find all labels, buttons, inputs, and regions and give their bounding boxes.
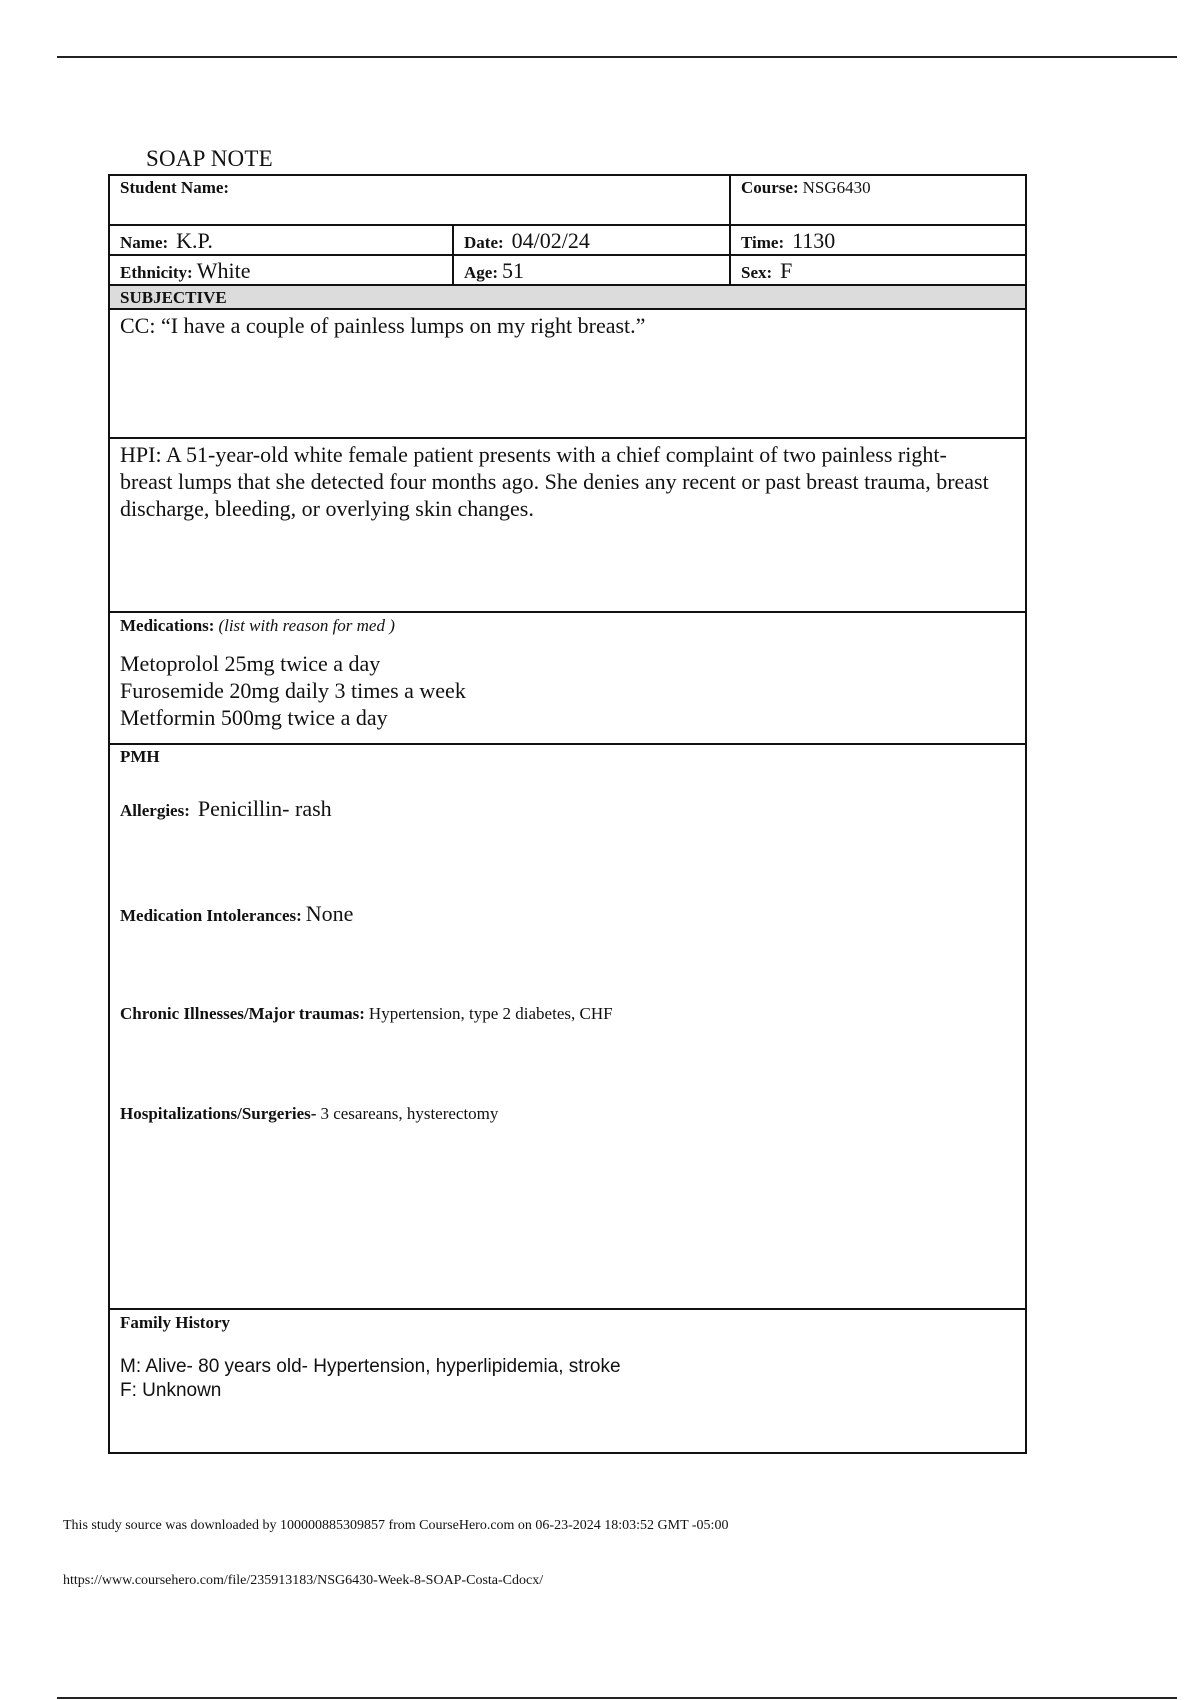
date-label: Date: bbox=[464, 233, 504, 252]
age-label: Age: bbox=[464, 263, 498, 282]
ethnicity-label: Ethnicity: bbox=[120, 263, 193, 282]
intolerances-label: Medication Intolerances: bbox=[120, 906, 302, 925]
family-history-heading: Family History bbox=[120, 1313, 231, 1332]
name-cell bbox=[110, 226, 452, 254]
top-rule bbox=[57, 56, 1177, 58]
age-cell bbox=[452, 256, 729, 284]
family-history-father: F: Unknown bbox=[120, 1380, 222, 1401]
student-name-label: Student Name: bbox=[120, 178, 230, 197]
sex-value: F bbox=[780, 258, 793, 283]
medication-item: Furosemide 20mg daily 3 times a week bbox=[120, 678, 466, 703]
pmh-heading: PMH bbox=[120, 747, 160, 766]
hpi-row bbox=[108, 437, 1027, 611]
time-cell bbox=[729, 226, 1025, 254]
intolerances-line bbox=[120, 901, 353, 927]
medication-item: Metformin 500mg twice a day bbox=[120, 705, 388, 730]
footer-url[interactable]: https://www.coursehero.com/file/235913183/NSG6430-Week-8-SOAP-Costa-Cdocx/ bbox=[63, 1573, 544, 1588]
chronic-value: Hypertension, type 2 diabetes, CHF bbox=[368, 1004, 613, 1023]
age-value: 51 bbox=[501, 258, 524, 283]
hospitalizations-label: Hospitalizations/Surgeries- bbox=[120, 1104, 317, 1123]
cc-row bbox=[108, 308, 1027, 437]
name-row bbox=[108, 224, 1027, 254]
medications-row bbox=[108, 611, 1027, 743]
date-value: 04/02/24 bbox=[511, 228, 590, 253]
sex-label: Sex: bbox=[741, 263, 773, 282]
medication-item: Metoprolol 25mg twice a day bbox=[120, 651, 381, 676]
name-value: K.P. bbox=[176, 228, 213, 253]
family-history-mother: M: Alive- 80 years old- Hypertension, hyperlipidemia, stroke bbox=[120, 1356, 621, 1377]
hospitalizations-value: 3 cesareans, hysterectomy bbox=[320, 1104, 499, 1123]
page-title: SOAP NOTE bbox=[146, 146, 273, 171]
allergies-label: Allergies: bbox=[120, 801, 190, 820]
student-row bbox=[108, 174, 1027, 224]
allergies-line bbox=[120, 796, 332, 822]
medications-label: Medications: bbox=[120, 616, 215, 635]
ethnicity-cell bbox=[110, 256, 452, 284]
time-value: 1130 bbox=[792, 228, 836, 253]
course-label: Course: bbox=[741, 178, 799, 197]
ethnicity-value: White bbox=[196, 258, 251, 283]
name-label: Name: bbox=[120, 233, 169, 252]
intolerances-value: None bbox=[305, 901, 354, 926]
hospitalizations-line bbox=[120, 1104, 498, 1124]
medications-hint: (list with reason for med ) bbox=[218, 616, 395, 635]
subjective-row bbox=[108, 284, 1027, 308]
chief-complaint: CC: “I have a couple of painless lumps on my right breast.” bbox=[120, 313, 646, 338]
soap-form bbox=[108, 174, 1027, 1454]
subjective-heading: SUBJECTIVE bbox=[110, 286, 1025, 310]
chronic-line bbox=[120, 1004, 613, 1024]
date-cell bbox=[452, 226, 729, 254]
course-value: NSG6430 bbox=[802, 178, 871, 197]
bottom-rule bbox=[57, 1697, 1177, 1699]
student-name-cell bbox=[110, 176, 729, 224]
hpi-text: HPI: A 51-year-old white female patient presents with a chief complaint of two painless right-breast lumps that she detected four months ago. She denies any recent or past breast trauma, breast discharge, bleeding, or overlying skin changes. bbox=[120, 442, 989, 521]
course-cell bbox=[729, 176, 1025, 224]
pmh-row bbox=[108, 743, 1027, 1308]
medications-cell bbox=[110, 613, 1025, 733]
family-history-row bbox=[108, 1308, 1027, 1454]
allergies-value: Penicillin- rash bbox=[197, 796, 332, 821]
time-label: Time: bbox=[741, 233, 785, 252]
chronic-label: Chronic Illnesses/Major traumas: bbox=[120, 1004, 365, 1023]
footer-source-note: This study source was downloaded by 100000885309857 from CourseHero.com on 06-23-2024 18:03:52 GMT -05:00 bbox=[63, 1518, 729, 1533]
demographics-row bbox=[108, 254, 1027, 284]
family-history-cell bbox=[110, 1310, 1025, 1405]
sex-cell bbox=[729, 256, 1025, 284]
